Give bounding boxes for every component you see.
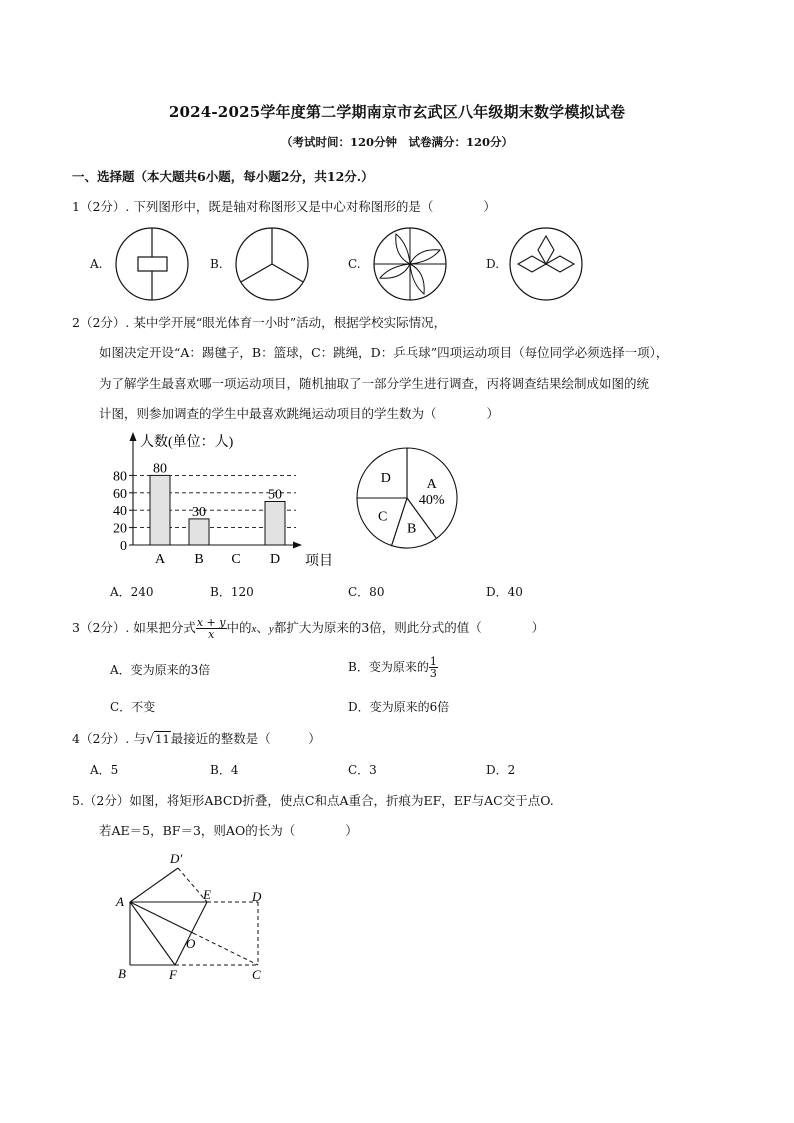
q1-label-a: A. <box>90 257 103 271</box>
q1-figure-d <box>508 226 588 302</box>
q4-option-d: D．2 <box>486 763 516 777</box>
q2-option-c: C．80 <box>348 585 385 599</box>
y-axis-arrow-icon <box>130 432 137 441</box>
q2-line1: 2（2分）. 某中学开展“眼光体育一小时”活动，根据学校实际情况， <box>72 315 447 330</box>
q1-figure-a <box>114 226 194 302</box>
point-label-b: B <box>118 966 126 981</box>
q1-stem: 1（2分）. 下列图形中，既是轴对称图形又是中心对称图形的是（ ） <box>72 199 496 214</box>
q2-line4: 计图，则参加调查的学生中最喜欢跳绳运动项目的学生数为（ ） <box>99 406 500 421</box>
pie-label-d: D <box>380 470 391 486</box>
segment-oc <box>193 933 258 965</box>
q3-option-b-num: 1 <box>429 655 437 668</box>
y-tick-label: 20 <box>113 521 127 537</box>
point-label-f: F <box>169 967 177 982</box>
bar-chart <box>104 428 344 578</box>
y-tick-label: 80 <box>113 469 127 485</box>
q3-option-b <box>348 653 438 681</box>
q3-var-x: x <box>251 623 257 635</box>
q3-option-b-den: 3 <box>429 667 437 680</box>
y-tick-label: 40 <box>113 504 127 520</box>
q3-option-a: A．变为原来的3倍 <box>110 663 211 677</box>
segment-af <box>130 902 175 965</box>
q4-stem-post: 最接近的整数是（ ） <box>170 731 321 746</box>
data-label-d: 50 <box>268 487 282 503</box>
q2-line2: 如图决定开设“A：踢毽子，B：篮球，C：跳绳，D：乒乓球”四项运动项目（每位同学必须选择一项）， <box>99 345 669 360</box>
bar-a <box>150 475 170 545</box>
point-label-e: E <box>203 887 211 902</box>
y-tick-label: 60 <box>113 486 127 502</box>
q4-option-b: B．4 <box>210 763 239 777</box>
q3-fraction-den: x <box>208 628 215 641</box>
q4-stem-pre: 4（2分）. 与 <box>72 731 146 746</box>
q3-var-y: y <box>268 623 274 635</box>
q3-stem-post: 都扩大为原来的3倍，则此分式的值（ ） <box>273 620 545 635</box>
pie-label-b: B <box>407 521 417 537</box>
data-label-a: 80 <box>153 461 167 477</box>
segment-ad-prime <box>130 868 178 902</box>
segment-ao <box>130 902 193 933</box>
point-label-a: A <box>116 894 124 909</box>
pie-value-label-a: 40% <box>418 492 445 508</box>
q3-sep: 、 <box>256 620 269 635</box>
q1-figure-b <box>234 226 314 302</box>
exam-subtitle: （考试时间：120分钟 试卷满分：120分） <box>280 135 513 149</box>
q5-line2: 若AE＝5，BF＝3，则AO的长为（ ） <box>99 823 358 838</box>
exam-title: 2024-2025学年度第二学期南京市玄武区八年级期末数学模拟试卷 <box>168 103 626 121</box>
q3-option-c: C．不变 <box>110 700 156 714</box>
q3-stem <box>72 614 544 643</box>
data-label-b: 30 <box>192 504 206 520</box>
y-tick-label: 0 <box>120 539 127 554</box>
q4-option-a: A．5 <box>90 763 119 777</box>
point-label-d: D <box>252 889 262 904</box>
q1-label-d: D. <box>486 257 500 271</box>
q1-label-b: B. <box>210 257 223 271</box>
q3-fraction-num: x + y <box>196 616 226 629</box>
point-label-o: O <box>186 936 196 951</box>
q2-option-b: B．120 <box>210 585 254 599</box>
x-tick-label-c: C <box>231 552 241 567</box>
q2-option-a: A．240 <box>110 585 154 599</box>
q2-option-d: D．40 <box>486 585 523 599</box>
q3-stem-mid: 中的 <box>226 620 252 635</box>
x-tick-label-d: D <box>269 552 281 567</box>
q3-option-b-fraction <box>429 656 438 679</box>
y-axis-label: 人数(单位：人) <box>140 435 234 450</box>
segment-ef <box>175 902 207 965</box>
pie-label-c: C <box>378 509 388 525</box>
bar-d <box>265 502 285 546</box>
q1-label-c: C. <box>348 257 361 271</box>
q4-option-c: C．3 <box>348 763 377 777</box>
q3-option-b-pre: B．变为原来的 <box>348 660 429 674</box>
x-axis-label: 项目 <box>305 554 333 569</box>
point-label-d-prime: D′ <box>170 851 183 866</box>
pie-chart <box>352 446 462 550</box>
q5-figure <box>112 848 282 984</box>
sqrt-symbol-icon: √ <box>145 732 155 747</box>
q5-line1: 5.（2分）如图，将矩形ABCD折叠，使点C和点A重合，折痕为EF，EF与AC交于点O. <box>72 793 554 808</box>
point-label-c: C <box>252 967 261 982</box>
q4-stem <box>72 729 321 747</box>
x-tick-label-b: B <box>194 552 204 567</box>
x-axis-arrow-icon <box>293 542 302 549</box>
x-tick-label-a: A <box>154 552 166 567</box>
q3-fraction <box>196 617 227 640</box>
section-heading: 一、选择题（本大题共6小题，每小题2分，共12分.） <box>72 169 374 184</box>
pie-label-a: A <box>426 476 437 492</box>
q3-stem-pre: 3（2分）. 如果把分式 <box>72 620 196 635</box>
q3-option-d: D．变为原来的6倍 <box>348 700 450 714</box>
bar-b <box>189 519 209 545</box>
q2-line3: 为了解学生最喜欢哪一项运动项目，随机抽取了一部分学生进行调查，丙将调查结果绘制成如图的统 <box>99 376 650 391</box>
q1-figure-c <box>372 226 452 302</box>
q4-radicand: 11 <box>155 732 170 746</box>
